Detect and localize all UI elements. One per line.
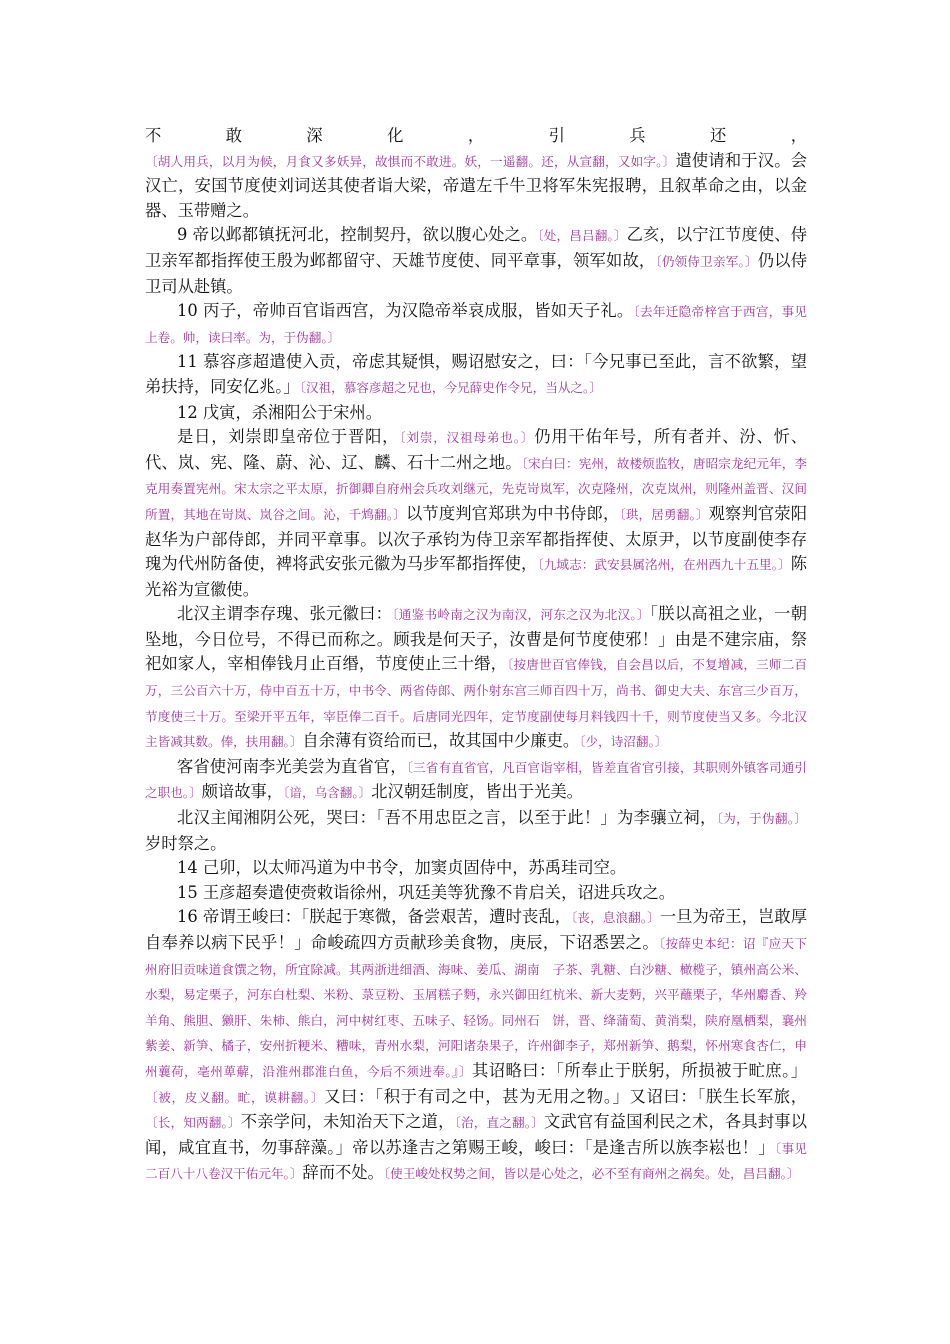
main-text: 岁时祭之。: [145, 833, 227, 853]
paragraph: [145, 299, 807, 350]
paragraph: [145, 755, 807, 806]
annotation-note: 〔三省有直省官，凡百官诣宰相，皆差直省官引接，其职则外镇客司通引之职也。〕: [145, 759, 807, 801]
annotation-note: 〔宋白曰：宪州，故楼烦监牧，唐昭宗龙纪元年，李克用奏置宪州。宋太宗之平太原，折御卿自府州会兵攻刘继元，先克岢岚军，次克隆州，次克岚州，则隆州盖晋、汉间所置，其地在岢岚、岚谷之间。沁，千鸩翻。〕: [145, 455, 807, 522]
main-text: 14 己卯，以太师冯道为中书令，加窦贞固侍中，苏禹珪司空。: [177, 858, 627, 878]
annotation-note: 〔谙，乌含翻。〕: [283, 785, 372, 801]
main-text: 「朕以高祖之业，一朝坠地，今日位号，不得已而称之。顾我是何天子，汝曹是何节度使邪！」由是不建宗庙，祭祀如家人，宰相俸钱月止百缗，节度使止三十缗，: [145, 604, 807, 674]
annotation-note: 〔处，昌吕翻。〕: [537, 228, 627, 244]
document-body: [145, 124, 807, 1187]
paragraph: [145, 806, 807, 856]
main-text: 遣使请和于汉。会汉亡，安国节度使刘词送其使者诣大梁，帝遣左千牛卫将军朱宪报聘，且叙革命之由，以金器、玉带赠之。: [145, 150, 807, 220]
annotation-note: 〔丧，息浪翻。〕: [571, 910, 660, 926]
main-text: 一旦为帝王，岂敢厚自奉养以病下民乎！」命峻疏四方贡献珍美食物，庚辰，下诏悉罢之。: [145, 907, 807, 952]
main-text: 16 帝谓王峻曰：「朕起于寒微，备尝艰苦，遭时丧乱，: [177, 907, 572, 927]
main-text: 是日，刘崇即皇帝位于晋阳，: [177, 427, 400, 447]
annotation-note: 〔治，直之翻。〕: [454, 1115, 545, 1131]
main-text: 观察判官荥阳赵华为户部侍郎，并同平章事。以次子承钧为侍卫亲军都指挥使、太原尹，以节度副使李存瑰为代州防备使，裨将武安张元徽为马步军都指挥使，: [145, 503, 807, 574]
annotation-note: 〔少，诗沼翻。〕: [579, 734, 668, 750]
annotation-note: 〔珙，居勇翻。〕: [619, 506, 709, 522]
paragraph: [145, 124, 807, 223]
main-text: 9 帝以邺都镇抚河北，控制契丹，欲以腹心处之。: [177, 225, 538, 245]
main-text: 北汉主闻湘阴公死，哭曰：「吾不用忠臣之言，以至于此！」为李骧立祠，: [177, 808, 717, 828]
main-text: 15 王彦超奏遣使赍敕诣徐州，巩廷美等犹豫不肯启关，诏进兵攻之。: [177, 882, 676, 902]
paragraph: [145, 881, 807, 906]
annotation-note: 〔九域志：武安县属洺州，在州西九十五里。〕: [537, 557, 791, 573]
main-text: 辞而不处。: [302, 1163, 384, 1183]
main-text: 乙亥，以宁江节度使、侍卫亲军都指挥使王殷为邺都留守、天雄节度使、同平章事，领军如故，: [145, 225, 807, 270]
annotation-note: 〔按薛史本纪：诏『应天下州府旧贡味道食馔之物，所宜除减。其两浙进细酒、海味、姜瓜、湖南 子茶、乳糖、白沙糖、橄榄子，镇州高公米、水梨，易定栗子，河东白杜梨、米粉、菉豆粉、玉屑糕子麪，永兴御田红杭米、新大麦麪，兴平蘸栗子，华州麝香、羚羊角、熊胆、獭肝、朱柿、熊白，河中树红枣、五味子、轻饧。同州石 饼，晋、绛蒲萄、黄消梨，陕府凰栖梨，襄州紫姜、新笋、橘子，安州折粳米、糟味，青州水梨，河阳诸杂果子，许州御李子，郑州新笋、鹅梨，怀州寒食杏仁，申州蘘荷，亳州萆薢，沿淮州郡淮白鱼，今后不须进奉。』〕: [145, 936, 807, 1079]
paragraph: [145, 223, 807, 299]
main-text: 不亲学问，未知治天下之道，: [240, 1112, 455, 1132]
annotation-note: 〔通鉴书岭南之汉为南汉，河东之汉为北汉。〕: [392, 607, 650, 623]
main-text: 颇谙故事，: [201, 782, 284, 802]
annotation-note: 〔仍领侍卫亲军。〕: [655, 253, 758, 269]
annotation-note: 〔使王峻处权势之间，皆以是心处之，必不至有商州之祸矣。处，昌吕翻。〕: [383, 1166, 800, 1182]
main-text: 北汉主谓李存瑰、张元徽曰：: [177, 604, 393, 624]
main-text: 以节度判官郑珙为中书侍郎，: [405, 503, 620, 523]
annotation-note: 〔事见二百八十八卷汉干佑元年。〕: [145, 1140, 807, 1182]
annotation-note: 〔胡人用兵，以月为候，月食又多妖异，故惧而不敢进。妖，一遥翻。还，从宣翻，又如字。〕: [145, 153, 676, 169]
annotation-note: 〔汉祖，慕容彦超之兄也，今兄薛史作令兄，当从之。〕: [299, 379, 602, 395]
main-text: 文武官有益国利民之术，各具封事以闻，咸宜直书，勿事辞藻。」帝以苏逢吉之第赐王峻，峻曰：「是逢吉所以族李崧也！」: [145, 1112, 807, 1157]
main-text: 其诏略曰：「所奉止于朕躬，所损被于甿庶。」: [472, 1060, 807, 1080]
paragraph: [145, 905, 807, 1187]
main-text: 北汉朝廷制度，皆出于光美。: [371, 782, 583, 802]
main-text: 10 丙子，帝帅百官诣西宫，为汉隐帝举哀成服，皆如天子礼。: [177, 301, 634, 321]
annotation-note: 〔按唐世百官俸钱，自会昌以后，不复增减，三师二百万，三公百六十万，侍中百五十万，中书令、两省侍郎、两仆射东宫三师百四十万，尚书、御史大夫、东宫三少百万，节度使三十万。至梁开平五年，宰臣俸二百千。后唐同光四年，定节度副使每月料钱四十千，则节度使当又多。今北汉主皆减其数。俸，扶用翻。〕: [145, 657, 807, 750]
annotation-note: 〔长，知两翻。〕: [145, 1115, 241, 1131]
annotation-note: 〔为，于伪翻。〕: [716, 811, 807, 827]
main-text: 12 戊寅，杀湘阳公于宋州。: [177, 402, 382, 422]
main-text: 不敢深化，引兵还，: [145, 126, 807, 145]
annotation-note: 〔刘崇，汉祖母弟也。〕: [399, 430, 535, 446]
paragraph: [145, 350, 807, 400]
main-text: 仍用干佑年号，所有者并、汾、忻、代、岚、宪、隆、蔚、沁、辽、麟、石十二州之地。: [145, 427, 807, 472]
main-text: 自余薄有资给而已，故其国中少廉吏。: [302, 731, 580, 751]
main-text: 11 慕容彦超遣使入贡，帝虑其疑惧，赐诏慰安之，曰：「今兄事已至此，言不欲繁，望弟扶持，同安亿兆。」: [145, 352, 807, 396]
main-text: 又曰：「积于有司之中，甚为无用之物。」又诏曰：「朕生长军旅，: [324, 1086, 807, 1106]
paragraph: [145, 856, 807, 881]
annotation-note: 〔被，皮义翻。甿，谟耕翻。〕: [145, 1089, 325, 1105]
annotation-note: 〔去年迁隐帝梓宫于西宫，事见上卷。帅，读曰率。为，于伪翻。〕: [145, 304, 807, 345]
main-text: 客省使河南李光美尝为直省官，: [177, 756, 407, 776]
main-text: 仍以侍卫司从赴镇。: [145, 250, 807, 296]
main-text: 陈光裕为宣徽使。: [145, 554, 807, 599]
paragraph: [145, 602, 807, 755]
paragraph: [145, 425, 807, 602]
paragraph: [145, 401, 807, 426]
